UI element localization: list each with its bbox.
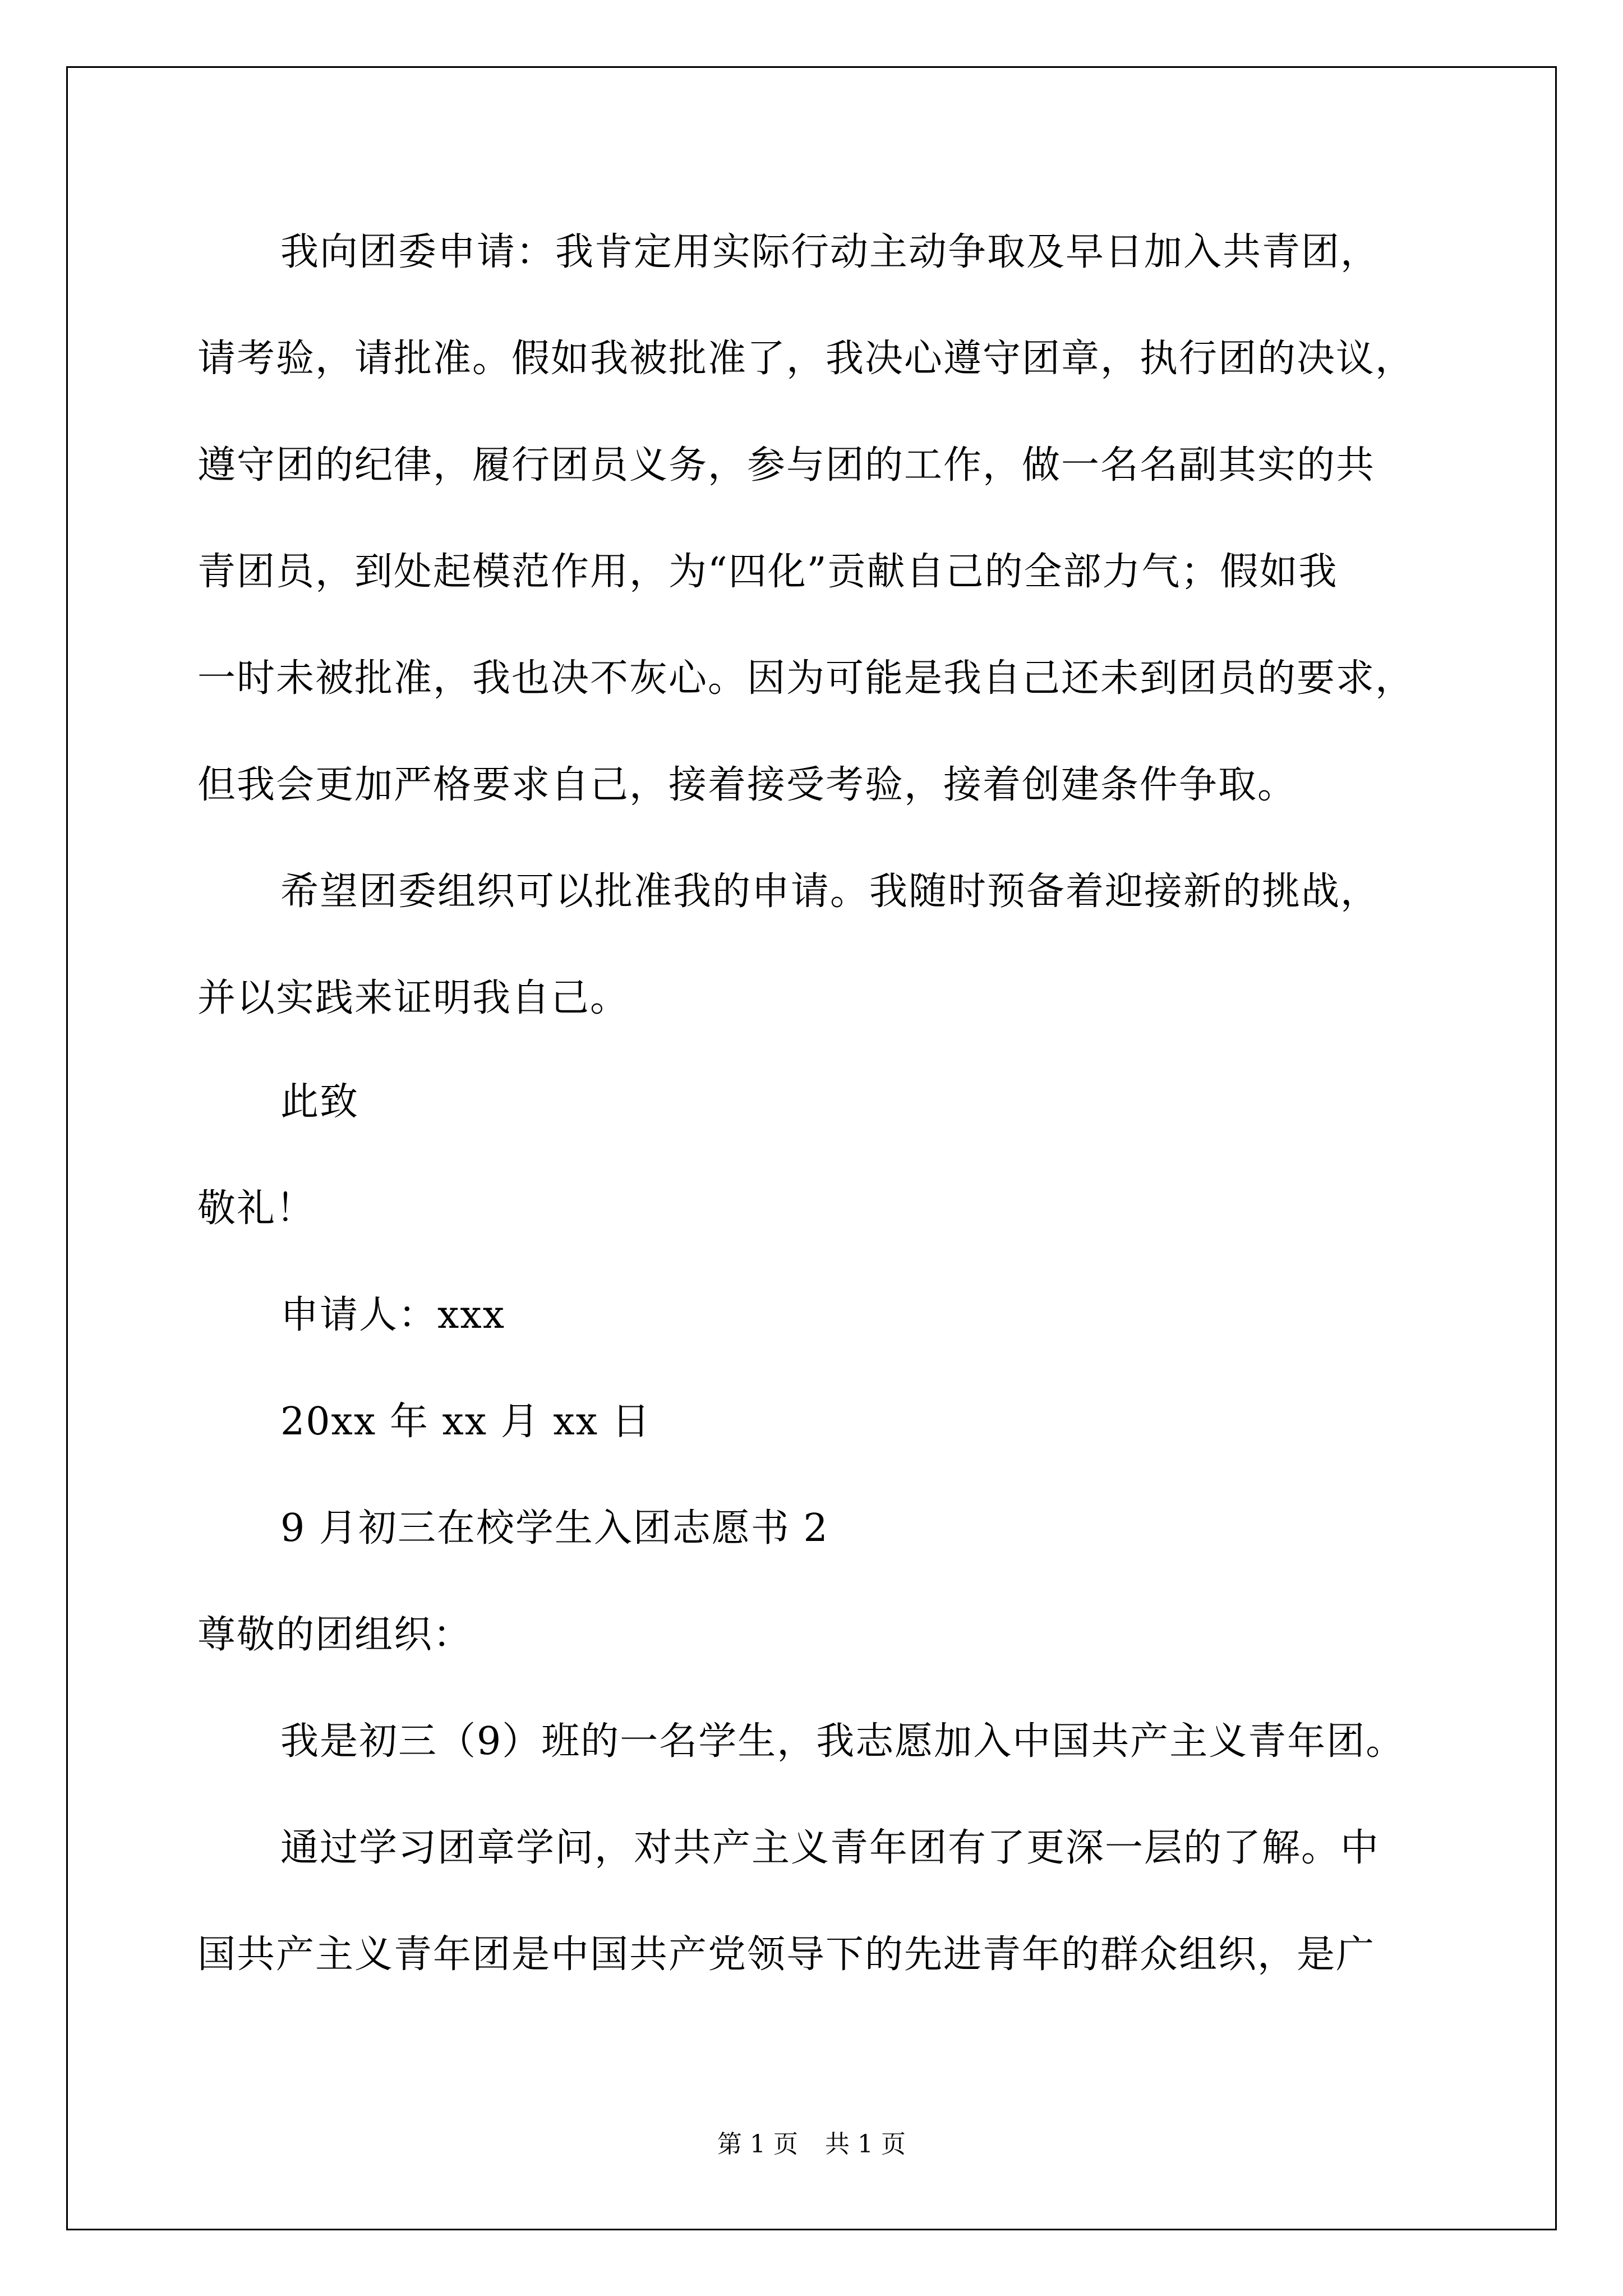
- paragraph-line: 一时未被批准，我也决不灰心。因为可能是我自己还未到团员的要求，: [197, 656, 1415, 701]
- closing-respect: 敬礼！: [197, 1186, 316, 1231]
- paragraph-line: 遵守团的纪律，履行团员义务，参与团的工作，做一名名副其实的共: [197, 443, 1376, 487]
- paragraph-line: 我向团委申请：我肯定用实际行动主动争取及早日加入共青团，: [280, 230, 1380, 274]
- page-total: 共 1 页: [825, 2130, 906, 2159]
- page-number: 第 1 页: [717, 2130, 798, 2159]
- applicant-name: 申请人：xxx: [280, 1293, 506, 1337]
- section-title: 9 月初三在校学生入团志愿书 2: [280, 1506, 829, 1550]
- paragraph-line: 青团员，到处起模范作用，为“四化”贡献自己的全部力气；假如我: [197, 550, 1338, 594]
- page-footer: [0, 2129, 1623, 2160]
- paragraph-line: 通过学习团章学问，对共产主义青年团有了更深一层的了解。中: [280, 1826, 1380, 1870]
- document-date: 20xx 年 xx 月 xx 日: [280, 1400, 651, 1444]
- paragraph-line: 并以实践来证明我自己。: [197, 976, 630, 1020]
- paragraph-line: 我是初三（9）班的一名学生，我志愿加入中国共产主义青年团。: [280, 1719, 1405, 1764]
- closing-salutation: 此致: [280, 1080, 359, 1124]
- paragraph-line: 希望团委组织可以批准我的申请。我随时预备着迎接新的挑战，: [280, 869, 1380, 914]
- paragraph-line: 但我会更加严格要求自己，接着接受考验，接着创建条件争取。: [197, 763, 1297, 807]
- paragraph-line: 国共产主义青年团是中国共产党领导下的先进青年的群众组织，是广: [197, 1932, 1376, 1977]
- letter-greeting: 尊敬的团组织：: [197, 1613, 473, 1657]
- page-border: [66, 66, 1557, 2230]
- paragraph-line: 请考验，请批准。假如我被批准了，我决心遵守团章，执行团的决议，: [197, 337, 1415, 381]
